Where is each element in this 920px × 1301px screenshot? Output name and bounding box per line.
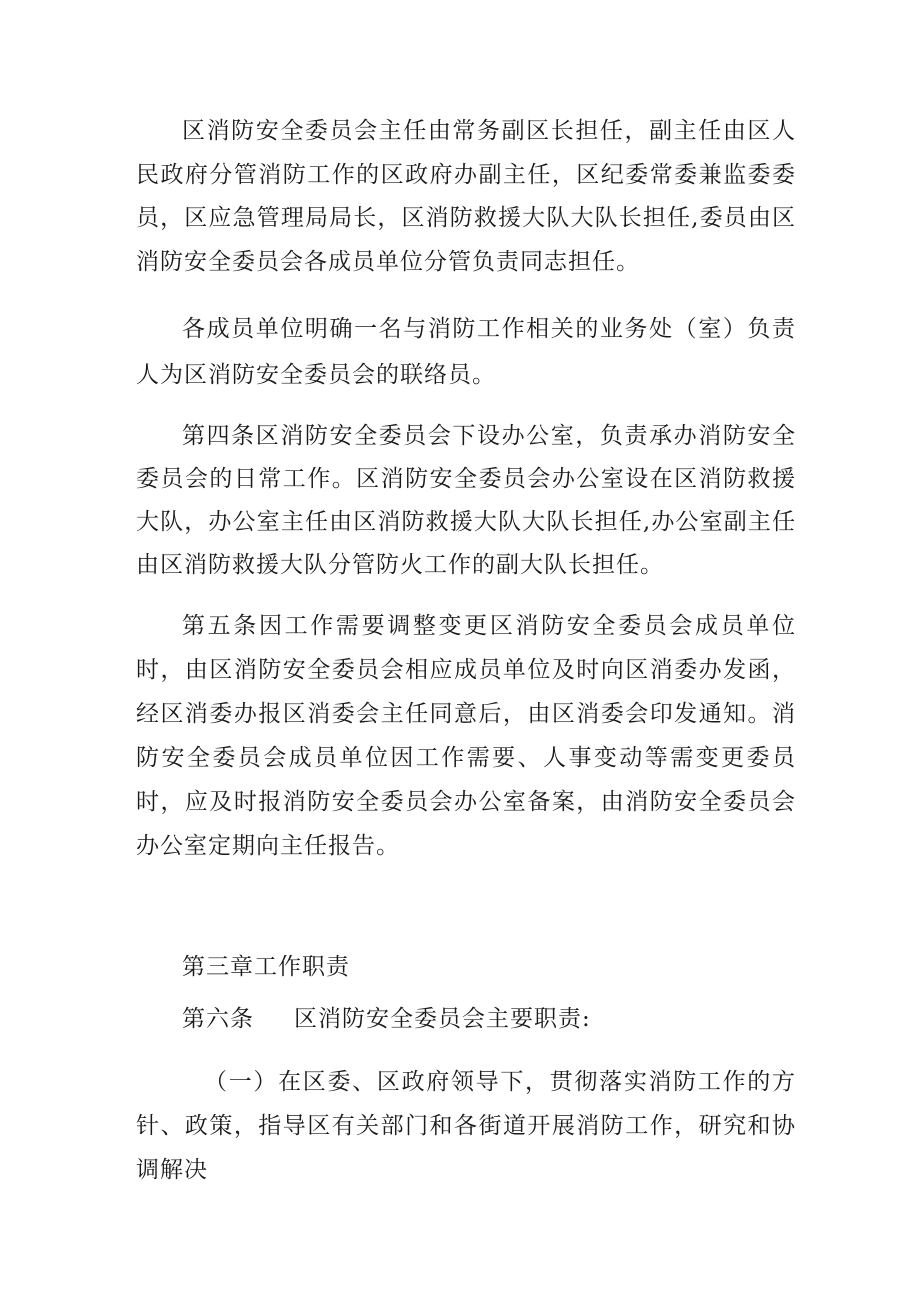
paragraph-article-4: 第四条区消防安全委员会下设办公室，负责承办消防安全委员会的日常工作。区消防安全委员会办公室设在区消防救援大队，办公室主任由区消防救援大队大队长担任,办公室副主任由区消防救援大队分管防火工作的副大队长担任。 xyxy=(136,423,796,578)
chapter-heading: 第三章工作职责 xyxy=(182,954,350,980)
article-6-heading xyxy=(182,998,591,1040)
paragraph-article-5: 第五条因工作需要调整变更区消防安全委员会成员单位时，由区消防安全委员会相应成员单位及时向区消委办发函，经区消委办报区消委会主任同意后，由区消委会印发通知。消防安全委员会成员单位因工作需要、人事变动等需变更委员时，应及时报消防安全委员会办公室备案，由消防安全委员会办公室定期向主任报告。 xyxy=(136,613,796,859)
article-6-label: 第六条 xyxy=(182,1006,254,1032)
item-1-text: （一）在区委、区政府领导下，贯彻落实消防工作的方针、政策，指导区有关部门和各街道开展消防工作，研究和协调解决 xyxy=(136,1069,796,1183)
paragraph-committee-leadership: 区消防安全委员会主任由常务副区长担任，副主任由区人民政府分管消防工作的区政府办副主任，区纪委常委兼监委委员，区应急管理局局长，区消防救援大队大队长担任,委员由区消防安全委员会各成员单位分管负责同志担任。 xyxy=(136,118,796,275)
article-6-text: 区消防安全委员会主要职责: xyxy=(294,1006,591,1032)
paragraph-liaison: 各成员单位明确一名与消防工作相关的业务处（室）负责人为区消防安全委员会的联络员。 xyxy=(136,316,796,388)
paragraph-item-1 xyxy=(136,1060,796,1192)
